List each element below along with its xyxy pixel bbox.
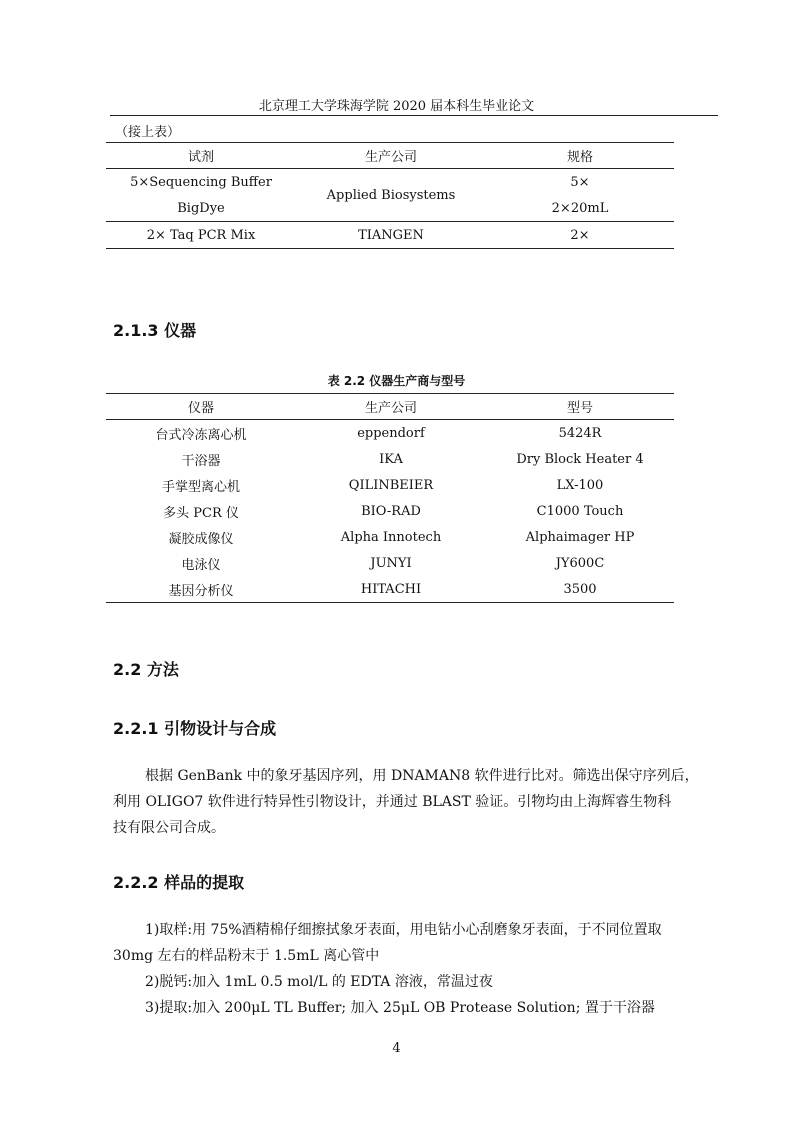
cell-model: Dry Block Heater 4 (516, 451, 644, 467)
cell-instrument: 凝胶成像仪 (168, 531, 234, 547)
paragraph-line: 根据 GenBank 中的象牙基因序列，用 DNAMAN8 软件进行比对。筛选出保守序列后， (145, 768, 699, 784)
running-header: 北京理工大学珠海学院 2020 届本科生毕业论文 (258, 99, 535, 114)
header-spec: 规格 (486, 143, 674, 169)
header-reagent: 试剂 (106, 143, 296, 169)
cell-instrument: 电泳仪 (181, 557, 221, 573)
cell-reagent: 5×Sequencing Buffer (130, 174, 272, 190)
cell-company: QILINBEIER (348, 477, 434, 493)
step-line: 30mg 左右的样品粉末于 1.5mL 离心管中 (113, 948, 380, 964)
header-instrument: 仪器 (106, 394, 296, 420)
paragraph-line: 利用 OLIGO7 软件进行特异性引物设计，并通过 BLAST 验证。引物均由上海辉睿生物科 (113, 794, 672, 810)
table-row (106, 169, 674, 196)
step-line: 3)提取:加入 200μL TL Buffer; 加入 25μL OB Protease Solution; 置于干浴器 (145, 1000, 655, 1016)
table-row (106, 576, 674, 603)
reagent-table (106, 142, 674, 249)
cell-company: TIANGEN (296, 222, 486, 249)
cell-instrument: 多头 PCR 仪 (163, 505, 239, 521)
step-line: 1)取样:用 75%酒精棉仔细擦拭象牙表面，用电钻小心刮磨象牙表面，于不同位置取 (145, 922, 662, 938)
cell-company: Applied Biosystems (326, 187, 456, 203)
cell-company: HITACHI (296, 576, 486, 603)
continued-label: （接上表） (115, 125, 181, 140)
page-number: 4 (392, 1041, 401, 1056)
cell-spec: 2×20mL (551, 200, 609, 216)
section-heading-2-2: 2.2 方法 (113, 660, 179, 679)
header-rule (110, 115, 718, 116)
table-row (106, 446, 674, 472)
cell-model: LX-100 (556, 477, 604, 493)
cell-instrument: 干浴器 (181, 453, 221, 469)
header-model: 型号 (486, 394, 674, 420)
cell-spec: 2× (486, 222, 674, 249)
section-heading-2-1-3: 2.1.3 仪器 (113, 321, 197, 340)
table-row (106, 550, 674, 576)
table-row (106, 420, 674, 447)
section-heading-2-2-1: 2.2.1 引物设计与合成 (113, 719, 277, 738)
cell-company: Alpha Innotech (340, 529, 442, 545)
cell-instrument: 台式冷冻离心机 (155, 427, 247, 443)
table-caption: 表 2.2 仪器生产商与型号 (327, 374, 466, 388)
header-company: 生产公司 (296, 143, 486, 169)
cell-reagent: BigDye (177, 200, 225, 216)
table-header-row (106, 394, 674, 420)
header-company: 生产公司 (296, 394, 486, 420)
cell-spec: 5× (570, 174, 590, 190)
cell-reagent: 2× Taq PCR Mix (106, 222, 296, 249)
cell-company: IKA (379, 451, 403, 467)
cell-model: Alphaimager HP (525, 529, 635, 545)
table-header-row (106, 143, 674, 169)
cell-instrument: 基因分析仪 (106, 576, 296, 603)
table-row (106, 222, 674, 249)
instrument-table (106, 393, 674, 603)
cell-instrument: 手掌型离心机 (161, 479, 240, 495)
cell-company: BIO-RAD (361, 503, 421, 519)
section-heading-2-2-2: 2.2.2 样品的提取 (113, 873, 245, 892)
step-line: 2)脱钙:加入 1mL 0.5 mol/L 的 EDTA 溶液，常温过夜 (145, 974, 493, 990)
table-row (106, 472, 674, 498)
paragraph-line: 技有限公司合成。 (113, 820, 225, 836)
cell-model: C1000 Touch (536, 503, 624, 519)
cell-model: 3500 (486, 576, 674, 603)
table-row (106, 524, 674, 550)
cell-model: JY600C (555, 555, 605, 571)
table-row (106, 498, 674, 524)
cell-company: eppendorf (357, 425, 425, 441)
cell-company: JUNYI (370, 555, 412, 571)
cell-model: 5424R (558, 425, 602, 441)
